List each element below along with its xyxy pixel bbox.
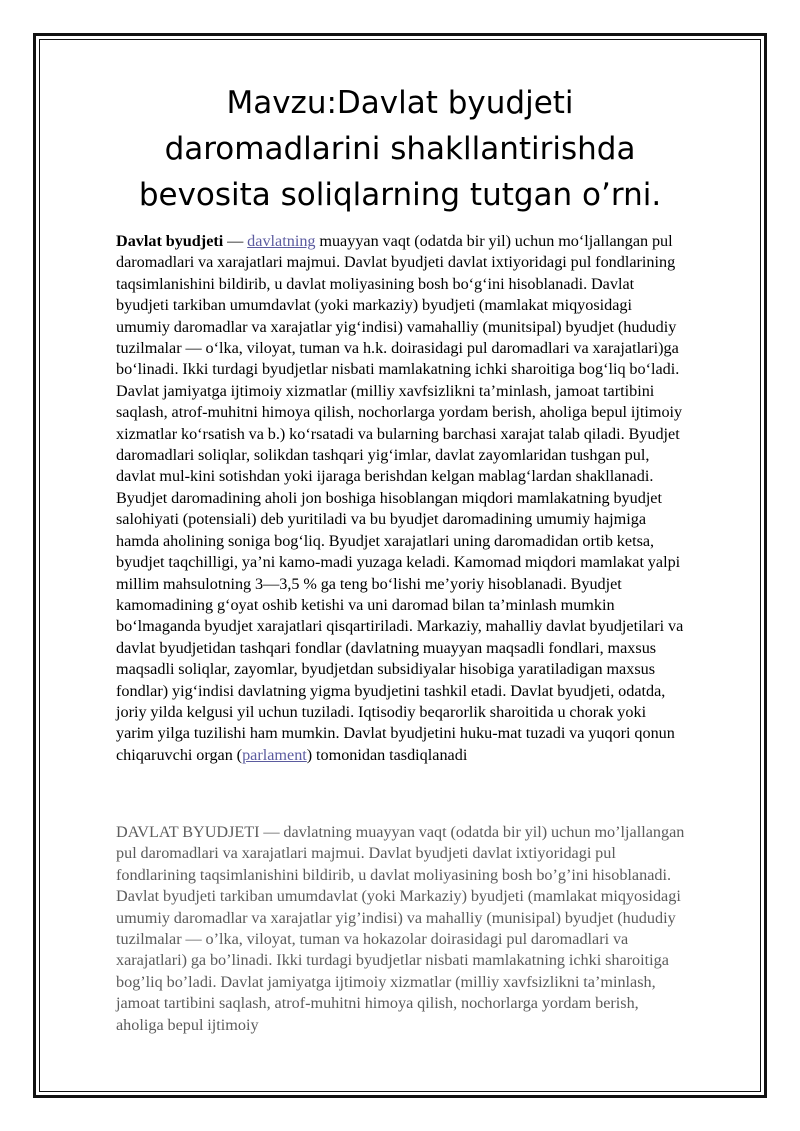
page-title: Mavzu:Davlat byudjeti daromadlarini shakllantirishda bevosita soliqlarning tutgan o’rni. (138, 85, 662, 213)
link-davlatning[interactable]: davlatning (247, 232, 316, 250)
secondary-paragraph: DAVLAT BYUDJETI — davlatning muayyan vaqt (odatda bir yil) uchun mo’ljallangan pul daromadlari va xarajatlari majmui. Davlat byudjeti davlat ixtiyoridagi pul fondlarining taqsimlanishini bildirib, u davlat moliyasining bosh bo’g’ini hisoblanadi. Davlat byudjeti tarkiban umumdavlat (yoki Markaziy) byudjeti (mamlakat miqyosidagi umumiy daromadlar va xarajatlar yig’indisi) va mahalliy (munisipal) byudjet (hududiy tuzilmalar — o’lka, viloyat, tuman va hokazolar doirasidagi pul daromadlari va xarajatlari) ga bo’linadi. Ikki turdagi byudjetlar nisbati mamlakatning ichki sharoitiga bog’liq bo’ladi. Davlat jamiyatga ijtimoiy xizmatlar (milliy xavfsizlikni ta’minlash, jamoat tartibini saqlash, atrof-muhitni himoya qilish, nochorlarga yordam berish, aholiga bepul ijtimoiy (116, 823, 685, 1034)
term-davlat-byudjeti: Davlat byudjeti (116, 232, 224, 250)
em-dash: — (223, 232, 248, 250)
paragraph-text-part1: muayyan vaqt (odatda bir yil) uchun moʻljallangan pul daromadlari va xarajatlari majmui. Davlat byudjeti davlat ixtiyoridagi pul fondlarining taqsimlanishini bildirib, u davlat moliyasining bosh boʻgʻini hisoblanadi. Davlat byudjeti tarkiban umumdavlat (yoki markaziy) byudjeti (mamlakat miqyosidagi umumiy daromadlar va xarajatlar yigʻindisi) vamahalliy (munitsipal) byudjet (hududiy tuzilmalar — oʻlka, viloyat, tuman va h.k. doirasidagi pul daromadlari va xarajatlari)ga boʻlinadi. Ikki turdagi byudjetlar nisbati mamlakatning ichki sharoitiga bogʻliq boʻladi. Davlat jamiyatga ijtimoiy xizmatlar (milliy xavfsizlikni taʼminlash, jamoat tartibini saqlash, atrof-muhitni himoya qilish, nochorlarga yordam berish, aholiga bepul ijtimoiy xizmatlar koʻrsatish va b.) koʻrsatadi va bularning barchasi xarajat talab qiladi. Byudjet daromadlari soliqlar, solikdan tashqari yigʻimlar, davlat zayomlaridan tushgan pul, davlat mul-kini sotishdan yoki ijaraga berishdan kelgan mablagʻlardan shakllanadi. Byudjet daromadining aholi jon boshiga hisoblangan miqdori mamlakatning byudjet salohiyati (potensiali) deb yuritiladi va bu byudjet daromadining umumiy hajmiga hamda aholining soniga bogʻliq. Byudjet xarajatlari uning daromadidan ortib ketsa, byudjet taqchilligi, yaʼni kamo-madi yuzaga keladi. Kamomad miqdori mamlakat yalpi millim mahsulotning 3—3,5 % ga teng boʻlishi meʼyoriy hisoblanadi. Byudjet kamomadining gʻoyat oshib ketishi va uni daromad bilan taʼminlash mumkin boʻlmaganda byudjet xarajatlari qisqartiriladi. Markaziy, mahalliy davlat byudjetilari va davlat byudjetidan tashqari fondlar (davlatning muayyan maqsadli fondlari, maxsus maqsadli soliqlar, zayomlar, byudjetdan subsidiyalar hisobiga yaratiladigan maxsus fondlar) yigʻindisi davlatning yigma byudjetini tashkil etadi. Davlat byudjeti, odatda, joriy yilda kelgusi yil uchun tuziladi. Iqtisodiy beqarorlik sharoitida u chorak yoki yarim yilga tuzilishi ham mumkin. Davlat byudjetini huku-mat tuzadi va yuqori qonun chiqaruvchi organ ( (116, 232, 684, 764)
paragraph-text-part2: ) tomonidan tasdiqlanadi (306, 745, 468, 764)
link-parlament[interactable]: parlament (242, 745, 307, 764)
main-paragraph (116, 231, 686, 766)
